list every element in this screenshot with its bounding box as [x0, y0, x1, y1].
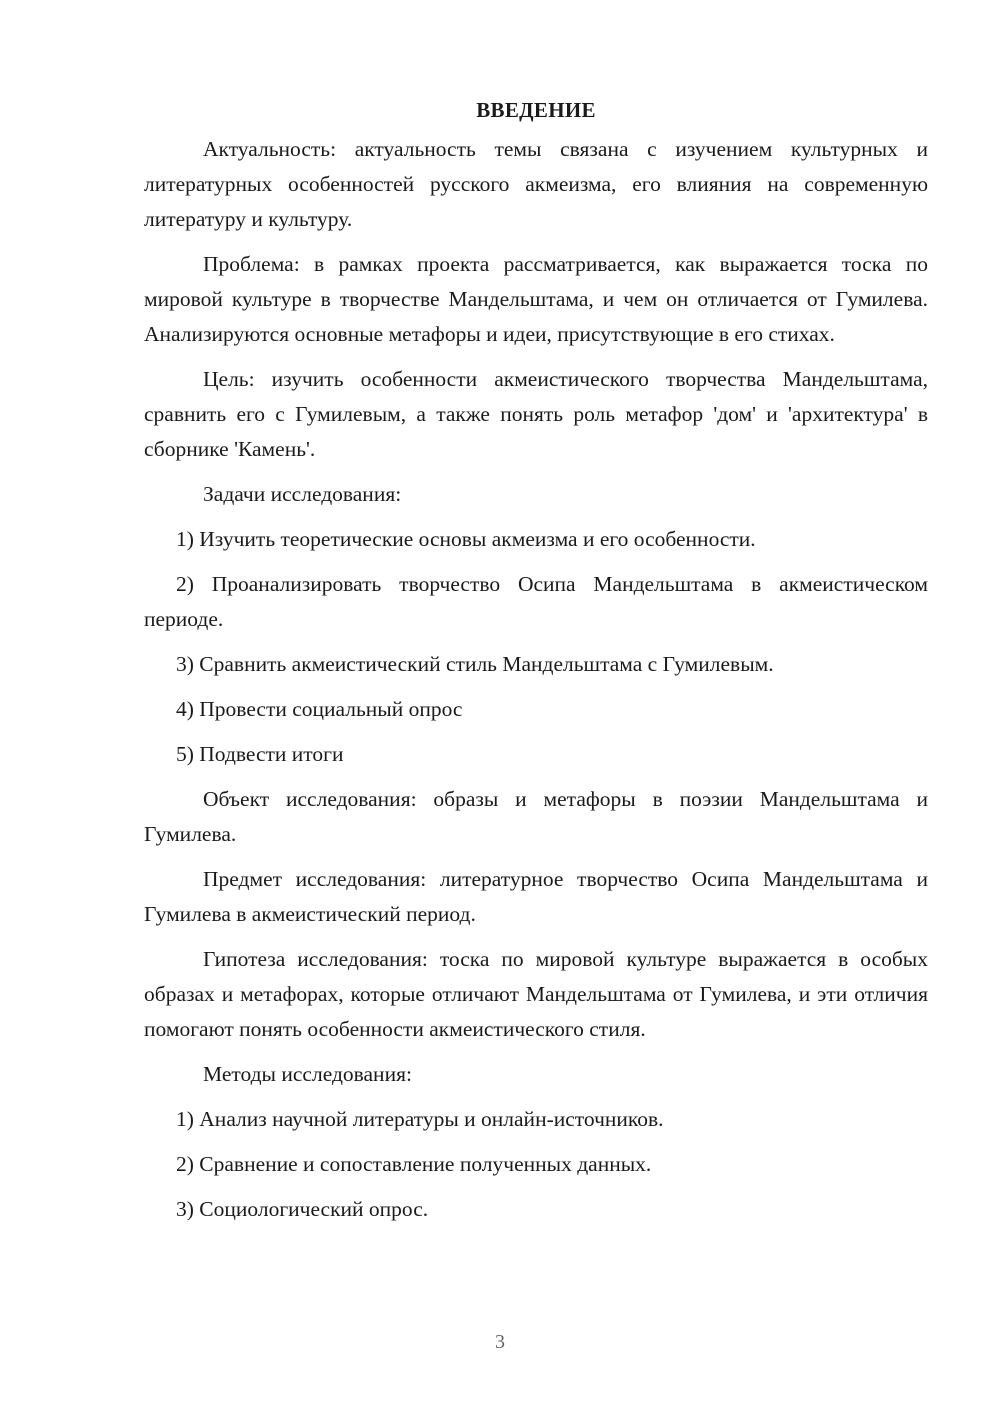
task-item-1: 1) Изучить теоретические основы акмеизма и его особенности.: [176, 527, 756, 551]
task-item-5: 5) Подвести итоги: [176, 742, 344, 766]
section-heading: ВВЕДЕНИЕ: [476, 98, 596, 122]
paragraph-relevance: Актуальность: актуальность темы связана с изучением культурных и литературных особенностей русского акмеизма, его влияния на современную литературу и культуру.: [144, 137, 928, 231]
task-item-3: 3) Сравнить акмеистический стиль Мандельштама с Гумилевым.: [176, 652, 774, 676]
paragraph-goal: Цель: изучить особенности акмеистического творчества Мандельштама, сравнить его с Гумилевым, а также понять роль метафор 'дом' и 'архитектура' в сборнике 'Камень'.: [144, 367, 928, 461]
task-item-4: 4) Провести социальный опрос: [176, 697, 463, 721]
paragraph-object: Объект исследования: образы и метафоры в поэзии Мандельштама и Гумилева.: [144, 787, 928, 846]
paragraph-hypothesis: Гипотеза исследования: тоска по мировой культуре выражается в особых образах и метафорах, которые отличают Мандельштама от Гумилева, и эти отличия помогают понять особенности акмеистического стиля.: [144, 947, 928, 1041]
method-item-1: 1) Анализ научной литературы и онлайн-источников.: [176, 1107, 664, 1131]
page-number: 3: [495, 1331, 505, 1353]
method-item-2: 2) Сравнение и сопоставление полученных данных.: [176, 1152, 652, 1176]
document-page: [144, 92, 928, 1237]
task-item-2: 2) Проанализировать творчество Осипа Мандельштама в акмеистическом периоде.: [144, 572, 928, 631]
method-item-3: 3) Социологический опрос.: [176, 1197, 429, 1221]
paragraph-problem: Проблема: в рамках проекта рассматривается, как выражается тоска по мировой культуре в творчестве Мандельштама, и чем он отличается от Гумилева. Анализируются основные метафоры и идеи, присутствующие в его стихах.: [144, 252, 928, 346]
paragraph-tasks-title: Задачи исследования:: [203, 482, 402, 506]
paragraph-subject: Предмет исследования: литературное творчество Осипа Мандельштама и Гумилева в акмеистический период.: [144, 867, 928, 926]
paragraph-methods-title: Методы исследования:: [203, 1062, 412, 1086]
